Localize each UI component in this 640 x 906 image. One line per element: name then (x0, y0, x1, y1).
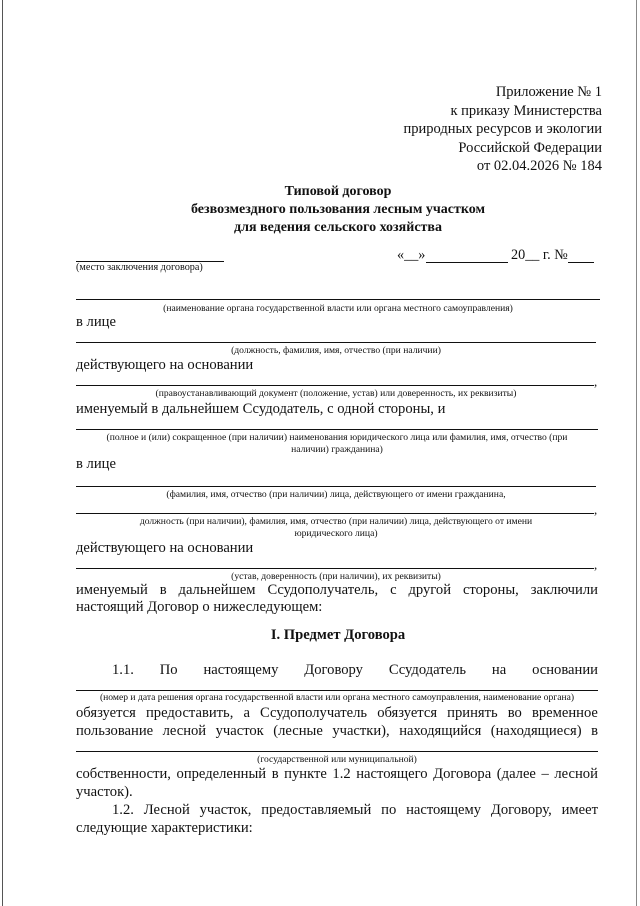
borrower-name-caption-1: (полное и (или) сокращенное (при наличии) наименования юридического лица или фамилия, имя, отчество (при (106, 432, 568, 443)
title-line: для ведения сельского хозяйства (234, 220, 442, 235)
text-word: Ссудополучатель, (267, 582, 379, 598)
header-line: к приказу Министерства (450, 102, 602, 119)
org-name-line (76, 299, 600, 300)
use-line (76, 723, 598, 740)
text-word: Ссудополучатель (260, 705, 368, 721)
text-word: другой (408, 582, 452, 598)
text-word: настоящего (356, 766, 428, 782)
text-word: на (491, 662, 507, 678)
text-word: Договора (433, 766, 492, 782)
scan-edge-left (2, 0, 3, 906)
ownership-text-line (76, 766, 598, 783)
text-word: (находящиеся) (490, 723, 582, 739)
text-word: пользование (76, 723, 154, 739)
acting-basis-label-2: действующего на основании (76, 540, 254, 556)
text-word: – (541, 766, 549, 782)
text-word: в (159, 582, 167, 598)
borrower-name-line (76, 429, 598, 430)
document-title (0, 183, 640, 237)
text-word: Договору (304, 662, 363, 678)
text-word: определенный (176, 766, 267, 782)
legal-person-line (76, 513, 594, 514)
borrower-named-line-2: настоящий Договор о нижеследующем: (76, 599, 323, 615)
header-line: Приложение № 1 (495, 84, 602, 100)
text-word: участок, (199, 802, 252, 818)
text-word: именуемый (76, 582, 148, 598)
place-caption: (место заключения договора) (76, 262, 203, 273)
date-day: «__» (397, 247, 426, 263)
legal-person-comma: , (594, 502, 598, 517)
in-person-label-2: в лице (76, 456, 116, 472)
header-line: природных ресурсов и экологии (403, 121, 602, 137)
obliges-line (76, 705, 598, 722)
borrower-basis-comma: , (594, 557, 598, 572)
text-word: во (507, 705, 522, 721)
text-word: с (390, 582, 397, 598)
section-heading: I. Предмет Договора (270, 627, 406, 643)
title-line: Типовой договор (284, 184, 392, 199)
text-word: 1.2. (112, 802, 134, 818)
position-line (76, 342, 596, 343)
text-word: а (243, 705, 250, 721)
header-line: Российской Федерации (458, 139, 602, 156)
text-word: обязуется (377, 705, 438, 721)
text-word: лесной (162, 723, 207, 739)
text-word: (лесные (273, 723, 323, 739)
person-caption: (фамилия, имя, отчество (при наличии) лица, действующего от имени гражданина, (166, 489, 506, 500)
text-word: стороны, (462, 582, 519, 598)
text-word: находящийся (399, 723, 482, 739)
text-word: По (159, 662, 178, 678)
date-year-number: 20__ г. № (511, 247, 568, 263)
clause-1-1-line (112, 662, 598, 679)
ownership-text-end: участок). (76, 784, 133, 800)
text-word: (далее (496, 766, 536, 782)
borrower-named-line (76, 582, 598, 599)
org-caption: (наименование органа государственной власти или органа местного самоуправления) (163, 303, 513, 314)
text-word: пункте (284, 766, 327, 782)
appendix-header (404, 83, 602, 176)
legal-caption-1: должность (при наличии), фамилия, имя, отчество (при наличии) лица, действующего от имени (139, 516, 533, 527)
lender-named-text: именуемый в дальнейшем Ссудодатель, с одной стороны, и (76, 401, 446, 417)
text-word: Лесной (143, 802, 190, 818)
text-word: предоставляемый (261, 802, 372, 818)
borrower-basis-line (76, 568, 594, 569)
text-word: лесной (554, 766, 598, 782)
legal-caption-2: юридического лица) (294, 528, 378, 539)
text-word: по (381, 802, 397, 818)
header-line: от 02.04.2026 № 184 (476, 158, 602, 174)
text-word: в (591, 723, 598, 739)
acting-basis-label: действующего на основании (76, 357, 254, 373)
contract-number-line (568, 262, 594, 263)
basis-caption: (правоустанавливающий документ (положение, устав) или доверенность, их реквизиты) (155, 388, 517, 399)
text-word: 1.1. (112, 662, 134, 678)
text-word: 1.2 (332, 766, 351, 782)
basis-line (76, 385, 594, 386)
decision-line (76, 690, 598, 691)
text-word: имеет (561, 802, 598, 818)
text-word: в (271, 766, 279, 782)
ownership-caption: (государственной или муниципальной) (257, 754, 417, 765)
text-word: обязуется (76, 705, 136, 721)
text-word: Ссудодатель (388, 662, 467, 678)
text-word: предоставить, (145, 705, 234, 721)
scan-edge-right (636, 0, 637, 906)
text-word: временное (531, 705, 598, 721)
borrower-name-caption-2: наличии) гражданина) (291, 444, 383, 455)
position-caption: (должность, фамилия, имя, отчество (при наличии) (231, 345, 441, 356)
text-word: Договору, (490, 802, 552, 818)
text-word: настоящему (203, 662, 279, 678)
date-month-line (426, 262, 508, 263)
text-word: собственности, (76, 766, 171, 782)
text-word: основании (532, 662, 598, 678)
ownership-line (76, 751, 598, 752)
text-word: участки), (332, 723, 390, 739)
text-word: участок (215, 723, 264, 739)
clause-1-2-line (112, 802, 598, 819)
text-word: дальнейшем (178, 582, 256, 598)
decision-caption: (номер и дата решения органа государственной власти или органа местного самоуправления, наименование органа) (99, 692, 575, 703)
title-line: безвозмездного пользования лесным участком (190, 202, 486, 217)
person-line (76, 486, 596, 487)
text-word: заключили (530, 582, 598, 598)
text-word: настоящему (406, 802, 482, 818)
text-word: принять (447, 705, 498, 721)
borrower-basis-caption: (устав, доверенность (при наличии), их реквизиты) (231, 571, 441, 582)
in-person-label: в лице (76, 314, 116, 330)
basis-comma: , (594, 374, 598, 389)
clause-1-2-end: следующие характеристики: (76, 820, 253, 836)
